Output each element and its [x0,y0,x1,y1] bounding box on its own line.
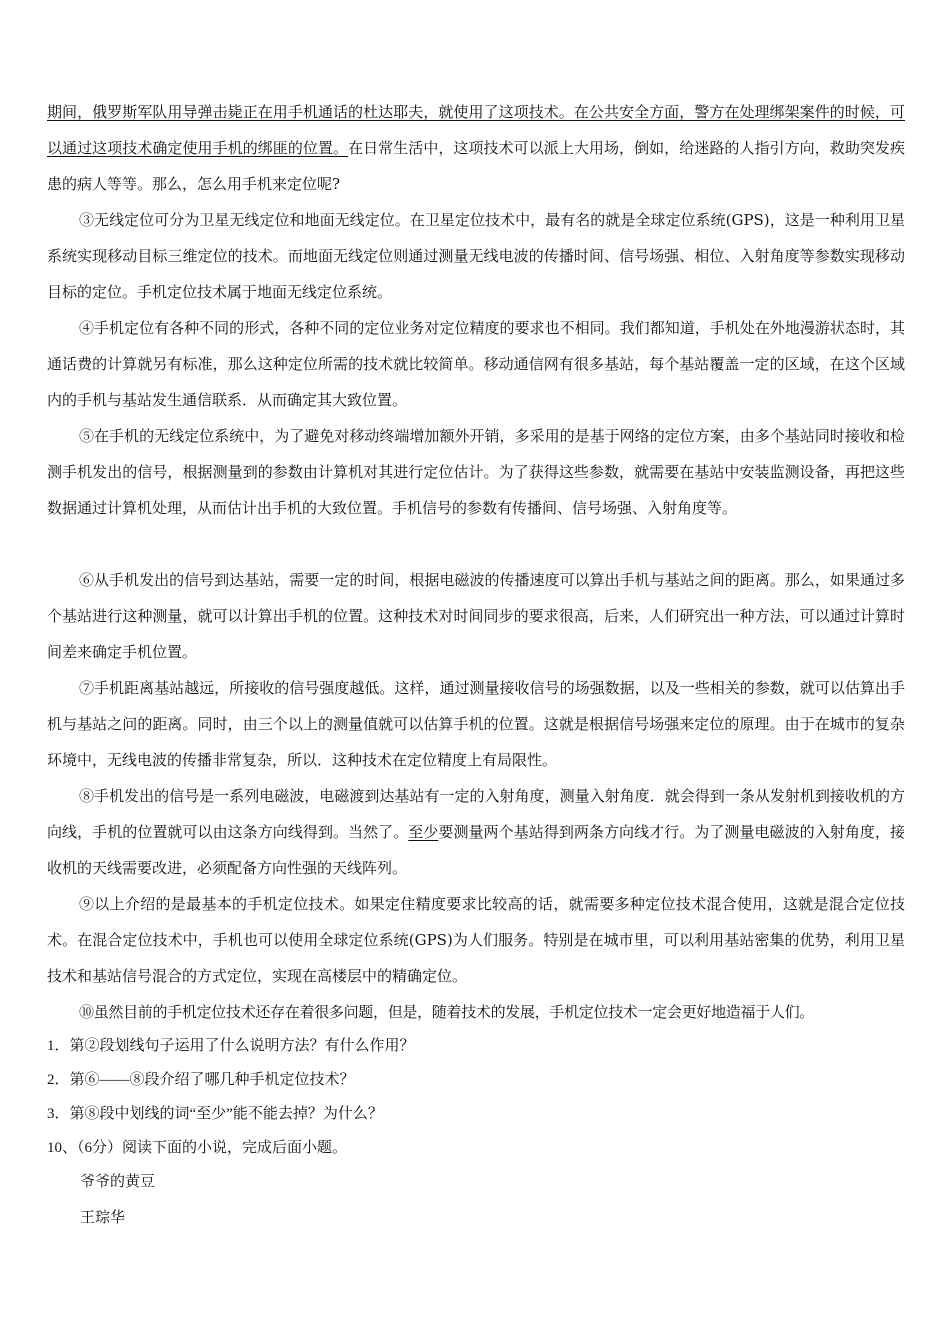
paragraph-4: ④手机定位有各种不同的形式，各种不同的定位业务对定位精度的要求也不相同。我们都知道，手机处在外地漫游状态时，其通话费的计算就另有标准，那么这种定位所需的技术就比较简单。移动通信网有很多基站，每个基站覆盖一定的区域，在这个区域内的手机与基站发生通信联系．从而确定其大致位置。 [47,319,905,409]
paragraph-3: ③无线定位可分为卫星无线定位和地面无线定位。在卫星定位技术中，最有名的就是全球定位系统(GPS)，这是一种利用卫星系统实现移动目标三维定位的技术。而地面无线定位则通过测量无线电波的传播时间、信号场强、相位、入射角度等参数实现移动目标的定位。手机定位技术属于地面无线定位系统。 [47,211,905,301]
paragraph-7: ⑦手机距离基站越远，所接收的信号强度越低。这样，通过测量接收信号的场强数据，以及一些相关的参数，就可以估算出手机与基站之问的距离。同时，由三个以上的测量值就可以估算手机的位置。这就是根据信号场强来定位的原理。由于在城市的复杂环境中，无线电波的传播非常复杂，所以．这种技术在定位精度上有局限性。 [47,679,905,769]
paragraph-2-tail [47,94,905,202]
underlined-word-zhishao: 至少 [408,823,439,841]
paragraph-8 [47,778,905,886]
paragraph-8-before: ⑧手机发出的信号是一系列电磁波，电磁渡到达基站有一定的入射角度，测量入射角度．就会得到一条从发射机到接收机的方向线，手机的位置就可以由这条方向线得到。当然了。 [47,787,905,841]
story-title: 爷爷的黄豆 [80,1174,156,1190]
next-task-heading: 10、（6分）阅读下面的小说，完成后面小题。 [47,1140,348,1156]
question-1: 1．第②段划线句子运用了什么说明方法？有什么作用？ [47,1038,415,1054]
question-3: 3．第⑧段中划线的词“至少”能不能去掉？为什么？ [47,1106,383,1122]
paragraph-10: ⑩虽然目前的手机定位技术还存在着很多问题，但是，随着技术的发展，手机定位技术一定会更好地造福于人们。 [79,1003,815,1021]
underlined-sentence-a: 期间，俄罗斯军队用导弹击毙正在用手机通话的杜达耶夫，就使用了这项技术。 [47,103,574,121]
underlined-sentence-b: 在公共安全方面，警方在处理绑架案件的时候，可以通过这项技术确定使用手机的绑匪的位置。 [47,103,905,157]
paragraph-9: ⑨以上介绍的是最基本的手机定位技术。如果定住精度要求比较高的话，就需要多种定位技术混合使用，这就是混合定位技术。在混合定位技术中，手机也可以使用全球定位系统(GPS)为人们服务。特别是在城市里，可以利用基站密集的优势，利用卫星技术和基站信号混合的方式定位，实现在高楼层中的精确定位。 [47,895,905,985]
story-author: 王琮华 [80,1210,126,1226]
paragraph-2-rest: 在日常生活中，这项技术可以派上大用场，倒如，给迷路的人指引方向，救助突发疾患的病人等等。那么，怎么用手机来定位呢? [47,139,905,193]
paragraph-5: ⑤在手机的无线定位系统中，为了避免对移动终端增加额外开销，多采用的是基于网络的定位方案，由多个基站同时接收和检测手机发出的信号，根据测量到的参数由计算机对其进行定位估计。为了获得这些参数，就需要在基站中安装监测设备，再把这些数据通过计算机处理，从而估计出手机的大致位置。手机信号的参数有传播间、信号场强、入射角度等。 [47,427,905,517]
paragraph-6: ⑥从手机发出的信号到达基站，需要一定的时间，根据电磁波的传播速度可以算出手机与基站之间的距离。那么，如果通过多个基站进行这种测量，就可以计算出手机的位置。这种技术对时间同步的要求很高，后来，人们研究出一种方法，可以通过计算时间差来确定手机位置。 [47,571,905,661]
question-2: 2．第⑥——⑧段介绍了哪几种手机定位技术？ [47,1072,355,1088]
paragraph-8-after: 要测量两个基站得到两条方向线才行。为了测量电磁波的入射角度，接收机的天线需要改进，必须配备方向性强的天线阵列。 [47,823,905,877]
